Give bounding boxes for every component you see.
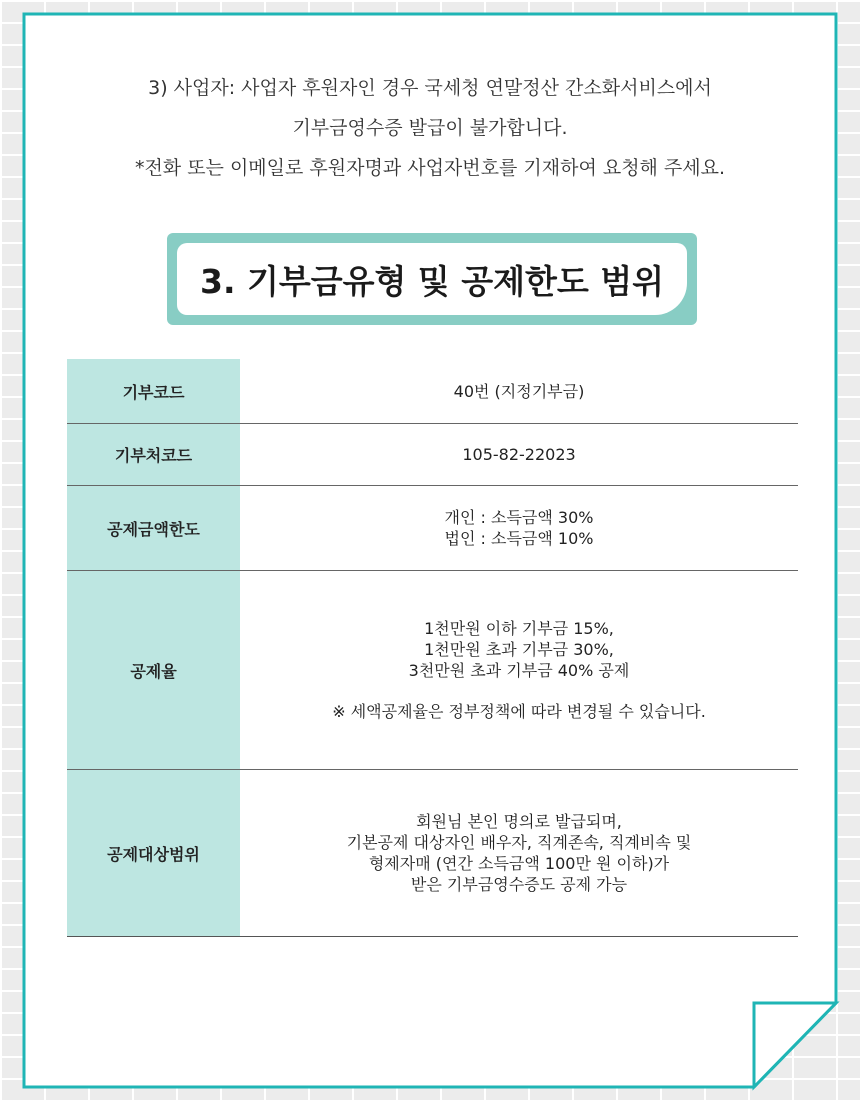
notice-line-1: 3) 사업자: 사업자 후원자인 경우 국세청 연말정산 간소화서비스에서 (148, 77, 712, 99)
section-title-box (167, 233, 697, 325)
section-title-inner (177, 243, 687, 315)
table-row-donor-code (67, 423, 798, 485)
deduction-rate-line: 1천만원 이하 기부금 15%, (424, 619, 614, 638)
deduction-rate-line: 1천만원 초과 기부금 30%, (424, 640, 614, 659)
table-row-deduction-rate (67, 570, 798, 769)
label-deduction-scope: 공제대상범위 (67, 770, 240, 936)
deduction-scope-line: 형제자매 (연간 소득금액 100만 원 이하)가 (368, 854, 670, 873)
label-deduction-limit: 공제금액한도 (67, 486, 240, 570)
table-row-deduction-scope (67, 769, 798, 936)
deduction-scope-line: 회원님 본인 명의로 발급되며, (416, 812, 622, 831)
folded-corner (754, 1003, 836, 1087)
value-donation-code (240, 359, 798, 423)
value-deduction-limit (240, 486, 798, 570)
deduction-limit-line: 법인 : 소득금액 10% (444, 529, 594, 548)
notice-text (40, 68, 820, 188)
deduction-rate-line: 3천만원 초과 기부금 40% 공제 (408, 661, 630, 680)
donation-info-table (67, 359, 798, 937)
value-deduction-rate (240, 571, 798, 769)
notice-line-2: 기부금영수증 발급이 불가합니다. (292, 117, 568, 139)
deduction-limit-line: 개인 : 소득금액 30% (444, 508, 594, 527)
label-donation-code: 기부코드 (67, 359, 240, 423)
label-donor-code: 기부처코드 (67, 424, 240, 485)
notice-line-3: *전화 또는 이메일로 후원자명과 사업자번호를 기재하여 요청해 주세요. (134, 157, 726, 179)
deduction-scope-line: 받은 기부금영수증도 공제 가능 (410, 875, 628, 894)
table-row-deduction-limit (67, 485, 798, 570)
label-deduction-rate: 공제율 (67, 571, 240, 769)
donation-code-text: 40번 (지정기부금) (453, 381, 585, 401)
value-deduction-scope (240, 770, 798, 936)
deduction-rate-note: ※ 세액공제율은 정부정책에 따라 변경될 수 있습니다. (332, 702, 706, 721)
deduction-scope-line: 기본공제 대상자인 배우자, 직계존속, 직계비속 및 (346, 833, 692, 852)
table-row-donation-code (67, 359, 798, 423)
value-donor-code (240, 424, 798, 485)
donor-code-text: 105-82-22023 (462, 445, 576, 464)
section-title: 3. 기부금유형 및 공제한도 범위 (200, 261, 664, 301)
